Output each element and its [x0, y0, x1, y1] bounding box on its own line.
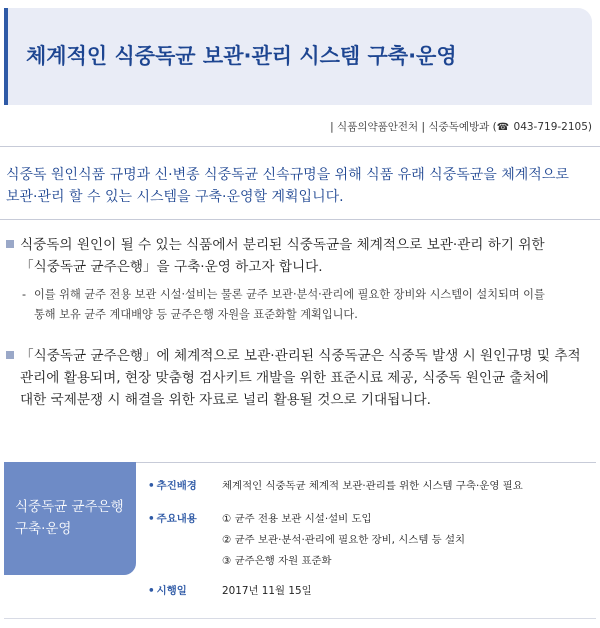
source-dept: | 식품의약품안전처 | 식중독예방과 ( [330, 121, 497, 133]
summary-label-line: 식중독균 균주은행 [15, 499, 124, 515]
bullet-line: 식중독의 원인이 될 수 있는 식품에서 분리된 식중독균을 체계적으로 보관·관리 하기 위한 [20, 237, 545, 253]
lead-paragraph [6, 164, 596, 208]
bullet-line: 「식중독균 균주은행」에 체계적으로 보관·관리된 식중독균은 식중독 발생 시 원인규명 및 추적 [20, 348, 581, 364]
summary-label-box [4, 462, 136, 575]
bullet-dot: • [148, 513, 155, 525]
dash-bullet: - [22, 288, 27, 301]
divider-lead [0, 219, 600, 220]
phone-icon: ☎ [496, 122, 510, 133]
lead-line: 식중독 원인식품 규명과 신·변종 식중독균 신속규명을 위해 식품 유래 식중독균을 체계적으로 [6, 167, 569, 183]
summary-row-value: 체계적인 식중독균 체계적 보관·관리를 위한 시스템 구축·운영 필요 [222, 480, 523, 492]
bullet-line: 관리에 활용되며, 현장 맞춤형 검사키트 개발을 위한 표준시료 제공, 식중독 원인균 출처에 [20, 370, 549, 386]
bullet-line: 「식중독균 균주은행」을 구축·운영 하고자 합니다. [20, 259, 323, 275]
source-line [330, 119, 592, 134]
source-phone: 043-719-2105) [510, 121, 592, 133]
summary-row-label-text: 추진배경 [156, 480, 197, 492]
sub-line: 통해 보유 균주 계대배양 등 균주은행 자원을 표준화할 계획입니다. [34, 308, 358, 321]
sub-line: 이를 위해 균주 전용 보관 시설·설비는 물론 균주 보관·분석·관리에 필요한 장비와 시스템이 설치되며 이를 [34, 288, 545, 301]
body-sub-1 [22, 285, 596, 325]
summary-row-value: 2017년 11월 15일 [222, 585, 312, 597]
summary-row-value: ① 균주 전용 보관 시설·설비 도입 [222, 513, 372, 525]
body-bullet-1 [6, 234, 596, 278]
bullet-line: 대한 국제분쟁 시 해결을 위한 자료로 널리 활용될 것으로 기대됩니다. [20, 392, 431, 408]
bullet-dot: • [148, 585, 155, 597]
bullet-dot: • [148, 480, 155, 492]
summary-row-label [148, 511, 197, 527]
summary-row-label-text: 시행일 [156, 585, 187, 597]
summary-row-label [148, 478, 197, 494]
title-banner [4, 8, 592, 105]
square-bullet-icon [6, 240, 14, 248]
divider-top [0, 146, 600, 147]
body-bullet-2 [6, 345, 596, 411]
summary-row-value: ② 균주 보관·분석·관리에 필요한 장비, 시스템 등 설치 [222, 534, 466, 546]
summary-row-value: ③ 균주은행 자원 표준화 [222, 555, 332, 567]
square-bullet-icon [6, 351, 14, 359]
lead-line: 보관·관리 할 수 있는 시스템을 구축·운영할 계획입니다. [6, 189, 344, 205]
summary-label-line: 구축·운영 [15, 521, 72, 537]
summary-bottom-rule [4, 618, 596, 619]
page-title: 체계적인 식중독균 보관·관리 시스템 구축·운영 [26, 44, 457, 68]
summary-row-label-text: 주요내용 [156, 513, 197, 525]
summary-row-label [148, 583, 187, 599]
